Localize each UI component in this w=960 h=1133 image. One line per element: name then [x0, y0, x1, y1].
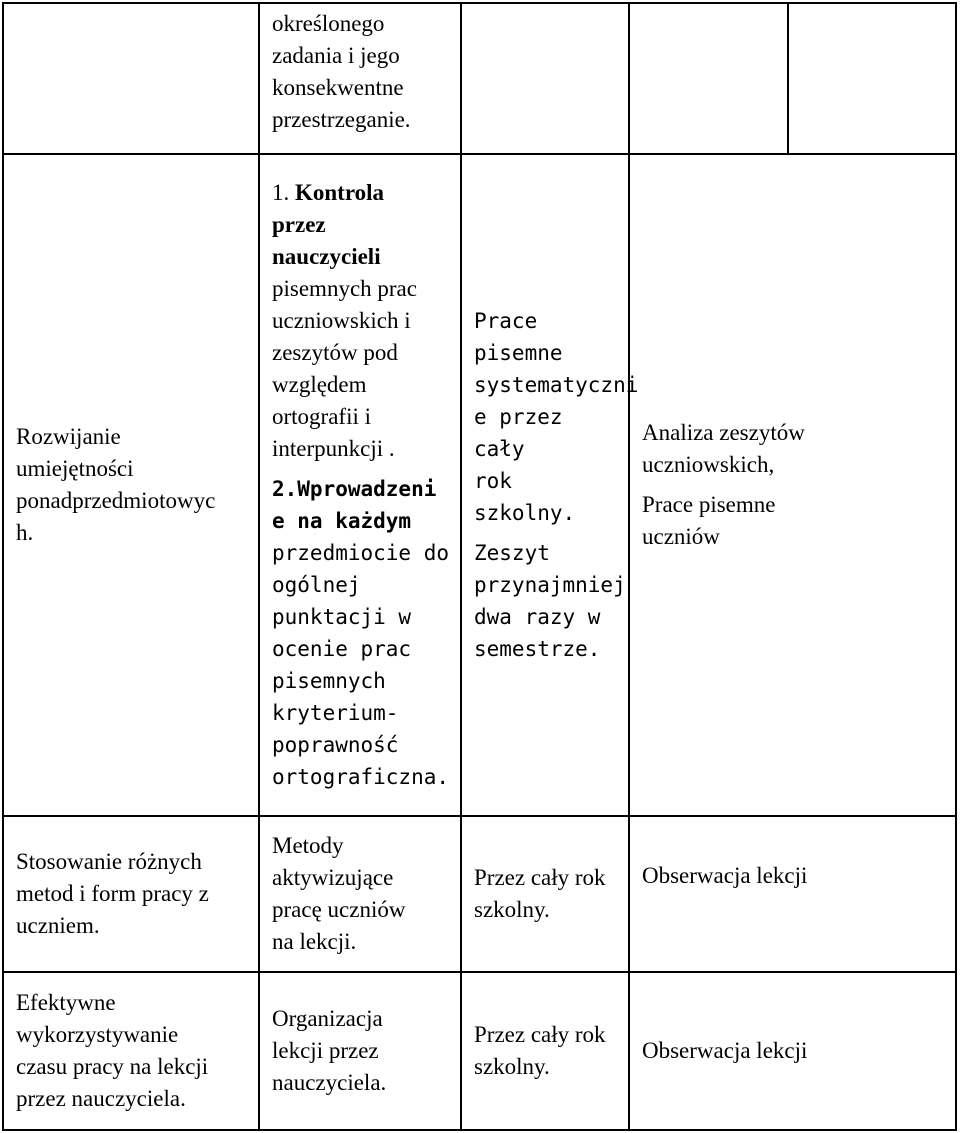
line: Przez cały rok [474, 1022, 606, 1047]
line [272, 473, 454, 505]
cell-schedule [461, 972, 629, 1130]
cell-tasks [259, 972, 461, 1130]
line: pracę uczniów [272, 897, 406, 922]
line: interpunkcji . [272, 436, 395, 461]
line: na lekcji. [272, 929, 357, 954]
line: Obserwacja lekcji [642, 863, 808, 888]
task-2 [272, 473, 454, 793]
task-number: 1. [272, 180, 295, 205]
cell-tasks [259, 816, 461, 972]
line: rok szkolny. [474, 469, 576, 525]
line [272, 177, 454, 209]
line: przedmiocie do [272, 541, 450, 565]
line: uczniowskich, [642, 452, 775, 477]
bold-text: 2.Wprowadzeni [272, 477, 437, 501]
cell-evaluation [629, 972, 956, 1130]
bold-text: Kontrola [295, 180, 385, 205]
cell-schedule [461, 816, 629, 972]
line: uczniem. [16, 913, 100, 938]
cell-empty [629, 3, 788, 154]
line: czasu pracy na lekcji [16, 1054, 209, 1079]
line: Przez cały rok [474, 865, 606, 890]
line: dwa razy w [474, 605, 601, 629]
line: Obserwacja lekcji [642, 1038, 808, 1063]
cell-empty [3, 3, 259, 154]
line: ocenie prac [272, 637, 412, 661]
line: Rozwijanie [16, 424, 121, 449]
bold-text: nauczycieli [272, 244, 381, 269]
table-row [3, 816, 956, 972]
line: przez nauczyciela. [16, 1086, 186, 1111]
line: określonego [272, 11, 385, 36]
paragraph [642, 489, 949, 553]
line: uczniowskich i [272, 308, 411, 333]
line: szkolny. [474, 1054, 550, 1079]
line: zeszytów pod [272, 340, 398, 365]
line: metod i form pracy z [16, 881, 209, 906]
line [272, 209, 454, 241]
line: pisemnych prac [272, 276, 417, 301]
line: Efektywne [16, 990, 116, 1015]
line: lekcji przez [272, 1038, 379, 1063]
cell-empty [461, 3, 629, 154]
line: Analiza zeszytów [642, 420, 805, 445]
cell-evaluation [629, 154, 956, 816]
table-row [3, 972, 956, 1130]
line: ortograficzna. [272, 765, 450, 789]
line: semestrze. [474, 637, 601, 661]
document-table [2, 2, 957, 1131]
line: względem [272, 372, 367, 397]
line: Zeszyt [474, 541, 550, 565]
cell-empty [788, 3, 956, 154]
line: ponadprzedmiotowyc [16, 488, 216, 513]
bold-text: przez [272, 212, 326, 237]
line: umiejętności [16, 456, 134, 481]
cell-task-text [259, 3, 461, 154]
line: punktacji w [272, 605, 412, 629]
cell-tasks [259, 154, 461, 816]
table-row [3, 3, 956, 154]
paragraph [474, 305, 639, 529]
line: zadania i jego [272, 43, 400, 68]
line: Organizacja [272, 1006, 383, 1031]
line: nauczyciela. [272, 1070, 387, 1095]
line: systematyczni [474, 373, 639, 397]
table-row [3, 154, 956, 816]
line: Prace pisemne [474, 309, 563, 365]
line: uczniów [642, 524, 720, 549]
line: Prace pisemne [642, 492, 776, 517]
paragraph [642, 417, 949, 481]
cell-goal [3, 816, 259, 972]
line: przestrzeganie. [272, 107, 411, 132]
line: pisemnych [272, 669, 386, 693]
paragraph [474, 537, 626, 665]
cell-evaluation [629, 816, 956, 972]
line: ortografii i [272, 404, 371, 429]
cell-goal [3, 154, 259, 816]
line: aktywizujące [272, 865, 394, 890]
line: poprawność [272, 733, 399, 757]
line: kryterium- [272, 701, 399, 725]
line: wykorzystywanie [16, 1022, 179, 1047]
cell-schedule [461, 154, 639, 816]
line: Stosowanie różnych [16, 849, 202, 874]
line: e przez cały [474, 405, 563, 461]
line [272, 505, 454, 537]
line: ogólnej [272, 573, 361, 597]
line: przynajmniej [474, 573, 626, 597]
line: szkolny. [474, 897, 550, 922]
line [272, 241, 454, 273]
bold-text: e na każdym [272, 509, 412, 533]
line: konsekwentne [272, 75, 404, 100]
line: Metody [272, 833, 344, 858]
line: h. [16, 520, 34, 545]
cell-goal [3, 972, 259, 1130]
